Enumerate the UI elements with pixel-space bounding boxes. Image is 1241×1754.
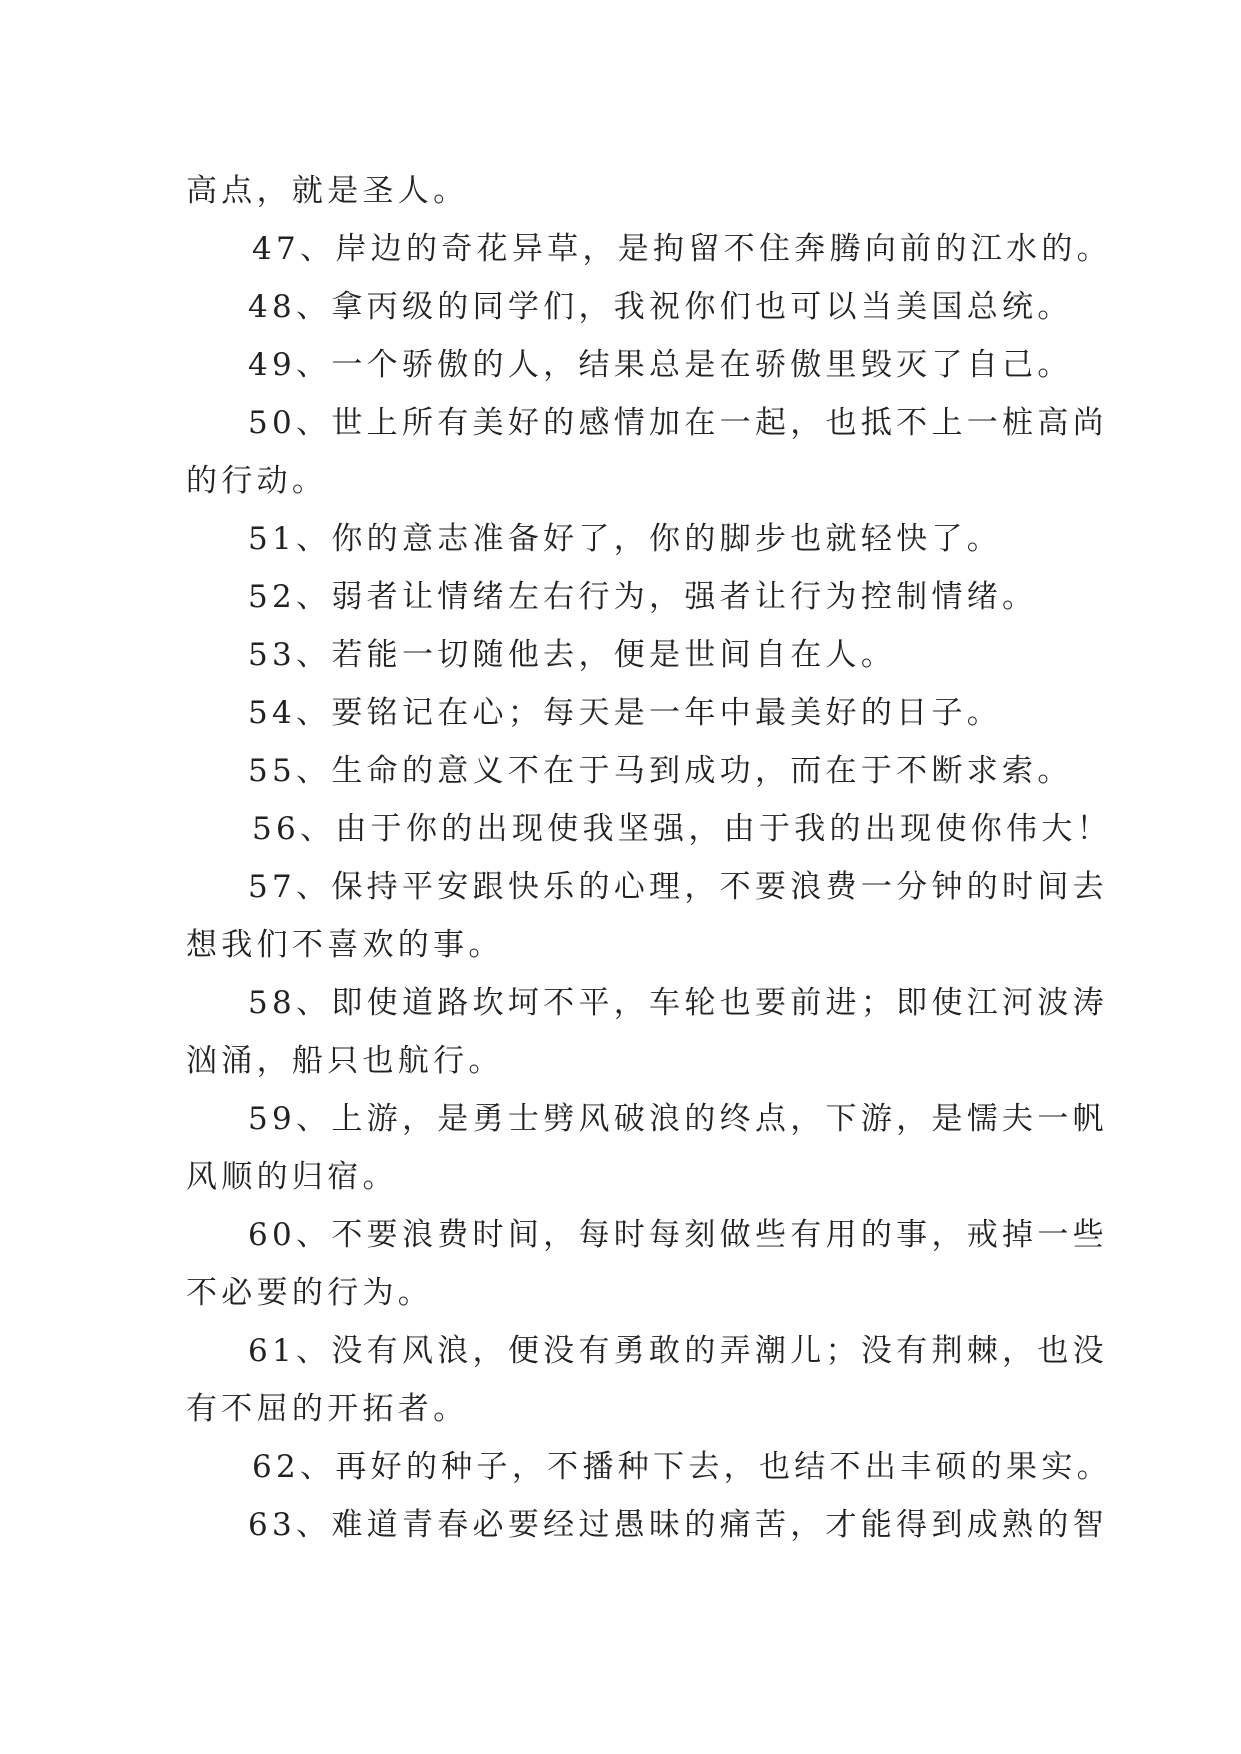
text-line: 不必要的行为。 [186, 1275, 434, 1311]
quote-item: 52、弱者让情绪左右行为，强者让行为控制情绪。 [248, 579, 1038, 615]
quote-item: 48、拿丙级的同学们，我祝你们也可以当美国总统。 [248, 289, 1073, 325]
quote-item: 63、难道青春必要经过愚昧的痛苦，才能得到成熟的智 [248, 1507, 1108, 1543]
quote-item: 59、上游，是勇士劈风破浪的终点，下游，是懦夫一帆 [248, 1101, 1108, 1137]
quote-item: 51、你的意志准备好了，你的脚步也就轻快了。 [248, 521, 1003, 557]
quote-item: 57、保持平安跟快乐的心理，不要浪费一分钟的时间去 [248, 869, 1108, 905]
text-line: 的行动。 [186, 463, 328, 499]
quote-item: 55、生命的意义不在于马到成功，而在于不断求索。 [248, 753, 1073, 789]
text-line: 有不屈的开拓者。 [186, 1391, 469, 1427]
text-line: 高点，就是圣人。 [186, 173, 469, 209]
quote-item: 49、一个骄傲的人，结果总是在骄傲里毁灭了自己。 [248, 347, 1073, 383]
quote-item: 47、岸边的奇花异草，是拘留不住奔腾向前的江水的。 [252, 231, 1112, 267]
quote-item: 54、要铭记在心；每天是一年中最美好的日子。 [248, 695, 1003, 731]
text-line: 风顺的归宿。 [186, 1159, 398, 1195]
quote-item: 60、不要浪费时间，每时每刻做些有用的事，戒掉一些 [248, 1217, 1108, 1253]
quote-list [186, 162, 1112, 1554]
quote-item: 58、即使道路坎坷不平，车轮也要前进；即使江河波涛 [248, 985, 1108, 1021]
text-line: 想我们不喜欢的事。 [186, 927, 504, 963]
quote-item: 53、若能一切随他去，便是世间自在人。 [248, 637, 897, 673]
text-line: 汹涌，船只也航行。 [186, 1043, 504, 1079]
quote-item: 50、世上所有美好的感情加在一起，也抵不上一桩高尚 [248, 405, 1108, 441]
quote-item: 62、再好的种子，不播种下去，也结不出丰硕的果实。 [252, 1449, 1112, 1485]
quote-item: 56、由于你的出现使我坚强，由于我的出现使你伟大！ [252, 811, 1112, 847]
quote-item: 61、没有风浪，便没有勇敢的弄潮儿；没有荆棘，也没 [248, 1333, 1108, 1369]
